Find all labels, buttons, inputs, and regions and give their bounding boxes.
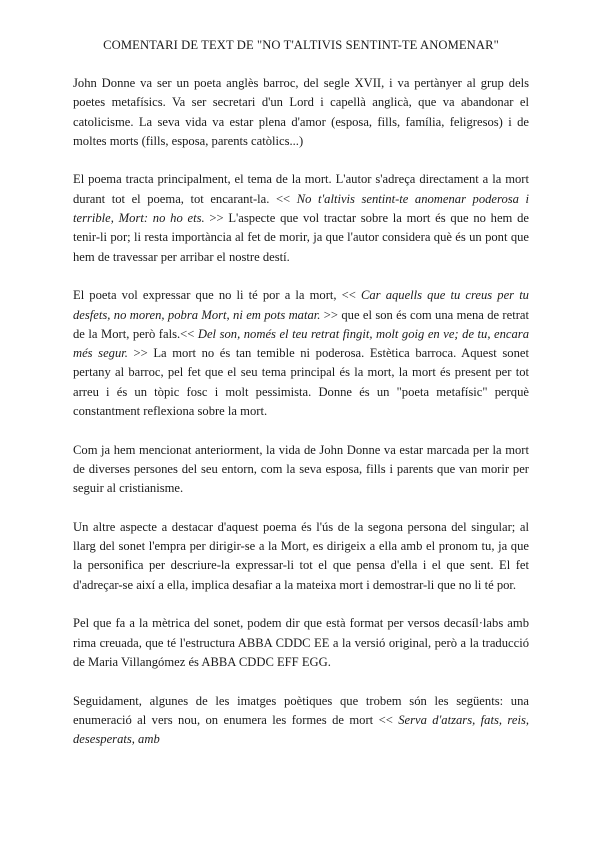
- quoted-verse: Car aquells que tu creus per tu desfets, no moren, pobra Mort, ni em pots matar.: [73, 288, 529, 322]
- paragraph-2: [73, 170, 529, 266]
- paragraph-6: [73, 614, 529, 672]
- paragraph-text: >> que el son és com una mena de retrat de la Mort, però fals.<<: [73, 307, 529, 341]
- paragraph-text: >> La mort no és tan temible ni poderosa. Estètica barroca. Aquest sonet pertany al barroc, pel fet que el seu tema principal és la mort, la mort és present per tot arreu i és un tòpic fosc i molt pessimista. Donne és un "poeta metafísic" perquè constantment reflexiona sobre la mort.: [73, 346, 529, 419]
- paragraph-text: Un altre aspecte a destacar d'aquest poema és l'ús de la segona persona del singular; al llarg del sonet l'empra per dirigir-se a la Mort, es dirigeix a ella amb el pronom tu, ja que la personifica per descriure-la expressar-li tot el que pensa d'ella i el que sent. El fet d'adreçar-se així a ella, implica desafiar a la mateixa mort i demostrar-li que no li té por.: [73, 519, 529, 592]
- paragraph-text: Com ja hem mencionat anteriorment, la vida de John Donne va estar marcada per la mort de diverses persones del seu entorn, com la seva esposa, fills i parents que van morir per seguir al cristianisme.: [73, 442, 529, 496]
- paragraph-1: [73, 74, 529, 151]
- paragraph-text: El poema tracta principalment, el tema de la mort. L'autor s'adreça directament a la mort durant tot el poema, tot encarant-la. <<: [73, 172, 529, 206]
- quoted-verse: Serva d'atzars, fats, reis, desesperats, amb: [73, 712, 529, 747]
- paragraph-4: [73, 441, 529, 499]
- paragraph-3: [73, 286, 529, 421]
- paragraph-text: Seguidament, algunes de les imatges poètiques que trobem són les següents: una enumeració al vers nou, on enumera les formes de mort <<: [73, 693, 529, 727]
- document-title: COMENTARI DE TEXT DE "NO T'ALTIVIS SENTINT-TE ANOMENAR": [103, 38, 499, 52]
- quoted-verse: No t'altivis sentint-te anomenar poderosa i terrible, Mort: no ho ets.: [73, 191, 529, 226]
- quoted-verse: Del son, només el teu retrat fingit, molt goig en ve; de tu, encara més segur.: [73, 326, 530, 361]
- paragraph-text: El poeta vol expressar que no li té por a la mort, <<: [73, 288, 361, 303]
- paragraph-text: >> L'aspecte que vol tractar sobre la mort és que no hem de tenir-li por; li resta importància al fet de morir, ja que l'autor considera què és un pont que hem de travessar per arribar el nostre destí.: [73, 211, 529, 264]
- paragraph-text: Pel que fa a la mètrica del sonet, podem dir que està format per versos decasíl·labs amb rima creuada, que té l'estructura ABBA CDDC EE a la versió original, però a la traducció de Maria Villangómez és ABBA CDDC EFF EGG.: [73, 616, 529, 669]
- paragraph-7: [73, 692, 529, 750]
- document-body: [73, 74, 529, 749]
- paragraph-5: [73, 518, 529, 595]
- paragraph-text: John Donne va ser un poeta anglès barroc, del segle XVII, i va pertànyer al grup dels poetes metafísics. Va ser secretari d'un Lord i capellà anglicà, que va abandonar el catolicisme. La seva vida va estar plena d'amor (esposa, fills, família, feligresos) i de moltes morts (fills, esposa, parents catòlics...): [73, 76, 529, 148]
